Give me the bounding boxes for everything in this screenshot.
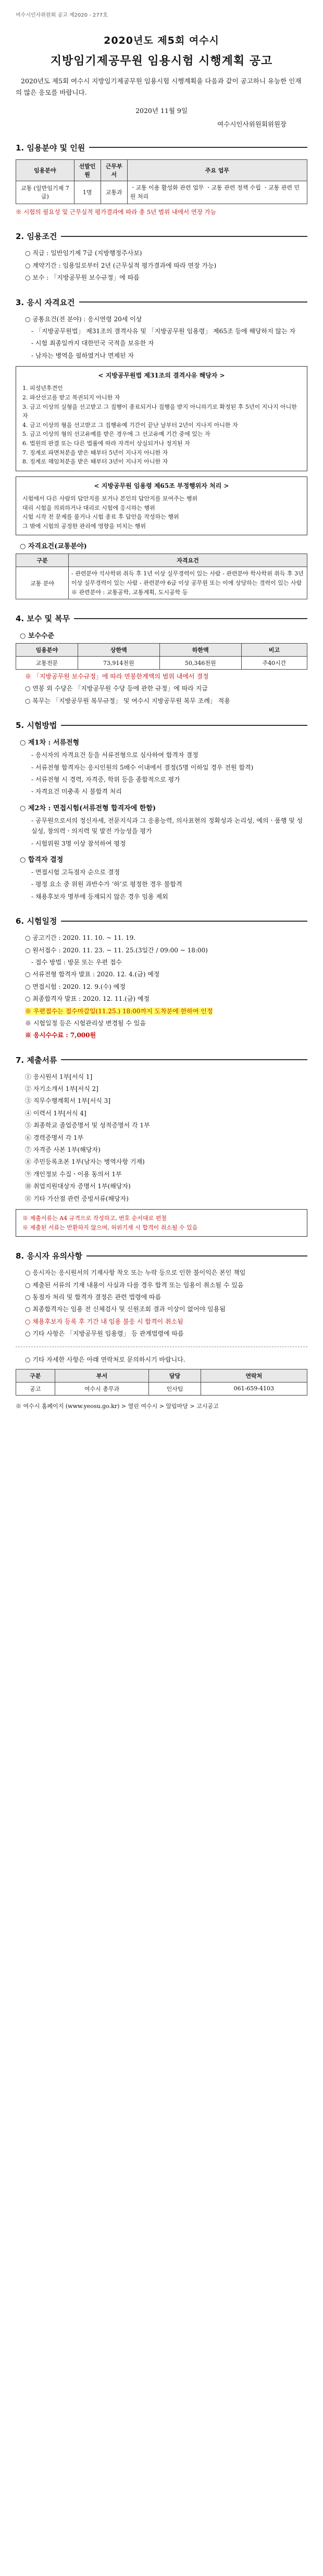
- table-header: 연락처: [201, 1369, 307, 1382]
- table-cell: 1명: [74, 181, 101, 204]
- section-4-title: 4. 보수 및 복무: [16, 614, 70, 624]
- announcement-number: 여수시인사위원회 공고 제2020 - 277호: [16, 12, 108, 18]
- list-item: ③ 직무수행계획서 1부[서식 3]: [25, 1097, 110, 1105]
- table-cell: 인사팀: [149, 1382, 201, 1395]
- table-cell: ㆍ교통 이용 활성화 관련 업무 ㆍ교통 관련 정책 수립 ㆍ교통 관련 민원 처리: [127, 181, 307, 204]
- table-cell: 공고: [16, 1382, 55, 1395]
- list-item: ○ 서류전형 합격자 발표 : 2020. 12. 4.(금) 예정: [25, 971, 160, 978]
- list-item: - 서류전형 합격자는 응시인원의 5배수 이내에서 결정(5명 이하일 경우 전원 합격): [31, 763, 254, 771]
- table-row: [16, 657, 307, 670]
- list-item: ○ 복무는 「지방공무원 복무규정」 및 여수시 지방공무원 복무 조례」 적용: [25, 697, 230, 705]
- table-header: 하한액: [159, 644, 241, 657]
- section-5-header: [16, 720, 307, 731]
- list-item: ⑤ 최종학교 졸업증명서 및 성적증명서 각 1부: [25, 1122, 150, 1129]
- highlight: ※ 우편접수는 접수마감일(11.25.) 18:00까지 도착분에 한하여 인정: [25, 1007, 213, 1015]
- table-cell: - 관련분야 석사학위 취득 후 1년 이상 실무경력이 있는 사람 - 관련분야 학사학위 취득 후 3년 이상 실무경력이 있는 사람 - 관련분야 6급 이상 공무원 또는 이에 상당하는 경력이 있는 사람 ※ 관련분야 : 교통공학, 교통계획, 도시공학 등: [69, 567, 307, 599]
- positions-table: [16, 159, 307, 204]
- list-item: ⑦ 자격증 사본 1부(해당자): [25, 1146, 101, 1154]
- section-6-title: 6. 시험일정: [16, 916, 57, 926]
- list-item: ○ 공통요건(전 분야) : 응시연령 20세 이상: [25, 315, 142, 323]
- contact-table: [16, 1369, 307, 1396]
- list-item: ⑩ 취업지원대상자 증명서 1부(해당자): [25, 1183, 131, 1190]
- section-2-header: [16, 231, 307, 242]
- table-header: 비고: [241, 644, 307, 657]
- list-item: - 접수 방법 : 방문 또는 우편 접수: [31, 958, 122, 966]
- table-row: [16, 181, 307, 204]
- announcement-date: 2020년 11월 9일: [135, 106, 188, 115]
- table-header: 부서: [55, 1369, 149, 1382]
- section-5-title: 5. 시험방법: [16, 721, 57, 731]
- list-item: - 채용후보자 명부에 등재되지 않은 경우 임용 제외: [31, 893, 168, 900]
- box-line: 3. 금고 이상의 실형을 선고받고 그 집행이 종료되거나 집행을 받지 아니하기로 확정된 후 5년이 지나지 아니한 자: [22, 403, 297, 420]
- box-line: 그 밖에 시험의 공정한 관리에 영향을 미치는 행위: [22, 522, 146, 530]
- table-header: 임용분야: [16, 159, 74, 181]
- issuer: 여수시인사위원회위원장: [217, 120, 287, 128]
- box-line: 7. 징계로 파면처분을 받은 때부터 5년이 지나지 아니한 자: [22, 449, 168, 456]
- list-item: - 서류전형 시 경력, 자격증, 학위 등을 종합적으로 평가: [31, 776, 180, 784]
- section-6-header: [16, 915, 307, 926]
- list-item: ○ 연봉 외 수당은 「지방공무원 수당 등에 관한 규정」에 따라 지급: [25, 685, 208, 693]
- table-cell: 교통과: [101, 181, 127, 204]
- list-item: ○ 동점자 처리 및 합격자 결정은 관련 법령에 따름: [25, 1293, 162, 1301]
- document-page: [16, 0, 307, 1410]
- list-item: ○ 최종합격자 발표 : 2020. 12. 11.(금) 예정: [25, 995, 150, 1003]
- list-item: - 남자는 병역을 필하였거나 면제된 자: [31, 351, 134, 359]
- table-header: 주요 업무: [127, 159, 307, 181]
- contact-intro: ○ 기타 자세한 사항은 아래 연락처로 문의하시기 바랍니다.: [25, 1355, 185, 1363]
- table-header: 선발인원: [74, 159, 101, 181]
- section-1-header: [16, 142, 307, 153]
- qualification-table: [16, 554, 307, 599]
- box-line: 4. 금고 이상의 형을 선고받고 그 집행유예 기간이 끝난 날부터 2년이 지나지 아니한 자: [22, 421, 238, 429]
- box-title: < 지방공무원법 제31조의 결격사유 해당자 >: [98, 372, 225, 380]
- list-item: ○ 원서접수 : 2020. 11. 23. ~ 11. 25.(3일간 / 09:00 ~ 18:00): [25, 946, 208, 954]
- list-item: - 공무원으로서의 정신자세, 전문지식과 그 응용능력, 의사표현의 정확성과 논리성, 예의ㆍ품행 및 성실성, 창의력ㆍ의지력 및 발전 가능성을 평가: [31, 816, 303, 835]
- list-item: ④ 이력서 1부[서식 4]: [25, 1109, 86, 1117]
- table-header: 임용분야: [16, 644, 78, 657]
- document-subtitle: 지방임기제공무원 임용시험 시행계획 공고: [50, 55, 273, 68]
- submission-note-box: [16, 1209, 307, 1237]
- schedule-note: ※ 시험일정 등은 시험관리상 변경될 수 있음: [25, 1019, 146, 1027]
- exam-stage-2: ○ 제2차 : 면접시험(서류전형 합격자에 한함): [20, 804, 156, 812]
- box-line: ※ 제출된 서류는 반환하지 않으며, 허위기재 시 합격이 취소될 수 있음: [22, 1224, 198, 1231]
- list-item: - 면접시험 고득점자 순으로 결정: [31, 869, 120, 876]
- section-7-title: 7. 제출서류: [16, 1055, 57, 1065]
- list-item: ○ 공고기간 : 2020. 11. 10. ~ 11. 19.: [25, 934, 136, 942]
- list-item: ○ 보수 : 「지방공무원 보수규정」에 따름: [25, 274, 140, 282]
- box-line: 1. 피성년후견인: [22, 385, 63, 392]
- table-header: 근무부서: [101, 159, 127, 181]
- list-item: ○ 계약기간 : 임용일로부터 2년 (근무실적 평가결과에 따라 연장 가능): [25, 261, 217, 269]
- list-item: ⑥ 경력증명서 각 1부: [25, 1134, 84, 1141]
- section-4-header: [16, 613, 307, 624]
- list-item: ○ 응시자는 응시원서의 기재사항 착오 또는 누락 등으로 인한 불이익은 본인 책임: [25, 1269, 246, 1277]
- list-item: ⑨ 개인정보 수집ㆍ이용 동의서 1부: [25, 1170, 122, 1178]
- pay-note: ※ 「지방공무원 보수규정」에 따라 연봉한계액의 범위 내에서 결정: [25, 673, 209, 681]
- list-item: ⑪ 기타 가산점 관련 증빙서류(해당자): [25, 1195, 129, 1202]
- list-item: ② 자기소개서 1부[서식 2]: [25, 1085, 98, 1093]
- section-1-note: ※ 시험의 필요성 및 근무실적 평가결과에 따라 총 5년 범위 내에서 연장 가능: [16, 208, 216, 216]
- table-row: [16, 567, 307, 599]
- schedule-note: [25, 1006, 307, 1016]
- disqualification-box: [16, 366, 307, 471]
- table-cell: 교통 (일반임기제 7급): [16, 181, 74, 204]
- fee-note: ※ 응시수수료 : 7,000원: [25, 1032, 96, 1039]
- table-row: [16, 1382, 307, 1395]
- section-8-title: 8. 응시자 유의사항: [16, 1251, 83, 1261]
- list-item: ○ 직급 : 일반임기제 7급 (지방행정주사보): [25, 249, 142, 257]
- table-cell: 73,914천원: [78, 657, 159, 670]
- box-line: 시험 시작 전 문제를 풀거나 시험 종료 후 답안을 작성하는 행위: [22, 513, 179, 521]
- intro-paragraph: 2020년도 제5회 여수시 지방임기제공무원 임용시험 시행계획을 다음과 같이 공고하니 유능한 인재의 많은 응모를 바랍니다.: [16, 77, 302, 96]
- table-cell: 교통전문: [16, 657, 78, 670]
- list-item: ○ 제출된 서류의 기재 내용이 사실과 다를 경우 합격 또는 임용이 취소될 수 있음: [25, 1281, 244, 1289]
- table-header: 담당: [149, 1369, 201, 1382]
- box-line: ※ 제출서류는 A4 규격으로 작성하고, 번호 순서대로 편철: [22, 1214, 167, 1222]
- pay-subtitle: ○ 보수수준: [20, 632, 55, 640]
- list-item: ○ 채용후보자 등록 후 기간 내 임용 불응 시 합격이 취소됨: [25, 1317, 183, 1325]
- list-item: ⑧ 주민등록초본 1부(남자는 병역사항 기재): [25, 1158, 145, 1166]
- table-cell: 061-659-4103: [201, 1382, 307, 1395]
- section-3-title: 3. 응시 자격요건: [16, 297, 75, 307]
- list-item: ① 응시원서 1부[서식 1]: [25, 1073, 93, 1080]
- box-line: 5. 금고 이상의 형의 선고유예를 받은 경우에 그 선고유예 기간 중에 있는 자: [22, 431, 210, 438]
- table-cell: 50,346천원: [159, 657, 241, 670]
- section-1-title: 1. 임용분야 및 인원: [16, 143, 85, 153]
- list-item: - 응시자의 자격요건 등을 서류전형으로 심사하여 합격자 결정: [31, 751, 198, 759]
- table-header: 구분: [16, 554, 69, 567]
- list-item: - 시험위원 3명 이상 참석하여 평정: [31, 839, 126, 847]
- list-item: - 시험 최종일까지 대한민국 국적을 보유한 자: [31, 340, 154, 347]
- box-line: 2. 파산선고를 받고 복권되지 아니한 자: [22, 394, 120, 401]
- table-header: 상한액: [78, 644, 159, 657]
- list-item: - 「지방공무원법」 제31조의 결격사유 및 「지방공무원 임용령」 제65조 등에 해당하지 않는 자: [31, 328, 296, 335]
- section-3-header: [16, 297, 307, 308]
- list-item: - 평정 요소 중 위원 과반수가 ‘하’로 평정한 경우 불합격: [31, 881, 182, 888]
- table-cell: 주40시간: [241, 657, 307, 670]
- list-item: ○ 면접시험 : 2020. 12. 9.(수) 예정: [25, 983, 126, 990]
- section-8-header: [16, 1250, 307, 1261]
- box-title: < 지방공무원 임용령 제65조 부정행위자 처리 >: [94, 482, 229, 489]
- website-note: ※ 여수시 홈페이지 (www.yeosu.go.kr) > 열린 여수시 > 알림마당 > 고시공고: [16, 1402, 219, 1410]
- table-header: 구분: [16, 1369, 55, 1382]
- table-header: 자격요건: [69, 554, 307, 567]
- box-line: 시험에서 다른 사람의 답안지를 보거나 본인의 답안지를 보여주는 행위: [22, 495, 198, 502]
- list-item: ○ 최종합격자는 임용 전 신체검사 및 신원조회 결과 이상이 없어야 임용됨: [25, 1305, 226, 1313]
- box-line: 6. 법원의 판결 또는 다른 법률에 따라 자격이 상실되거나 정지된 자: [22, 439, 190, 447]
- exam-stage-1: ○ 제1차 : 서류전형: [20, 739, 80, 747]
- qualification-title: ○ 자격요건(교통분야): [20, 543, 87, 551]
- exam-decision: ○ 합격자 결정: [20, 856, 64, 864]
- pay-table: [16, 643, 307, 670]
- document-title: 2020년도 제5회 여수시: [104, 35, 219, 46]
- list-item: ○ 기타 사항은 「지방공무원 임용령」 등 관계법령에 따름: [25, 1330, 184, 1338]
- box-line: 대리 시험을 의뢰하거나 대리로 시험에 응시하는 행위: [22, 504, 155, 511]
- box-line: 8. 징계로 해임처분을 받은 때부터 3년이 지나지 아니한 자: [22, 458, 168, 466]
- section-7-header: [16, 1054, 307, 1065]
- table-cell: 여수시 총무과: [55, 1382, 149, 1395]
- misconduct-box: [16, 476, 307, 536]
- list-item: - 자격요건 미충족 시 불합격 처리: [31, 788, 122, 796]
- section-2-title: 2. 임용조건: [16, 232, 57, 242]
- table-cell: 교통 분야: [16, 567, 69, 599]
